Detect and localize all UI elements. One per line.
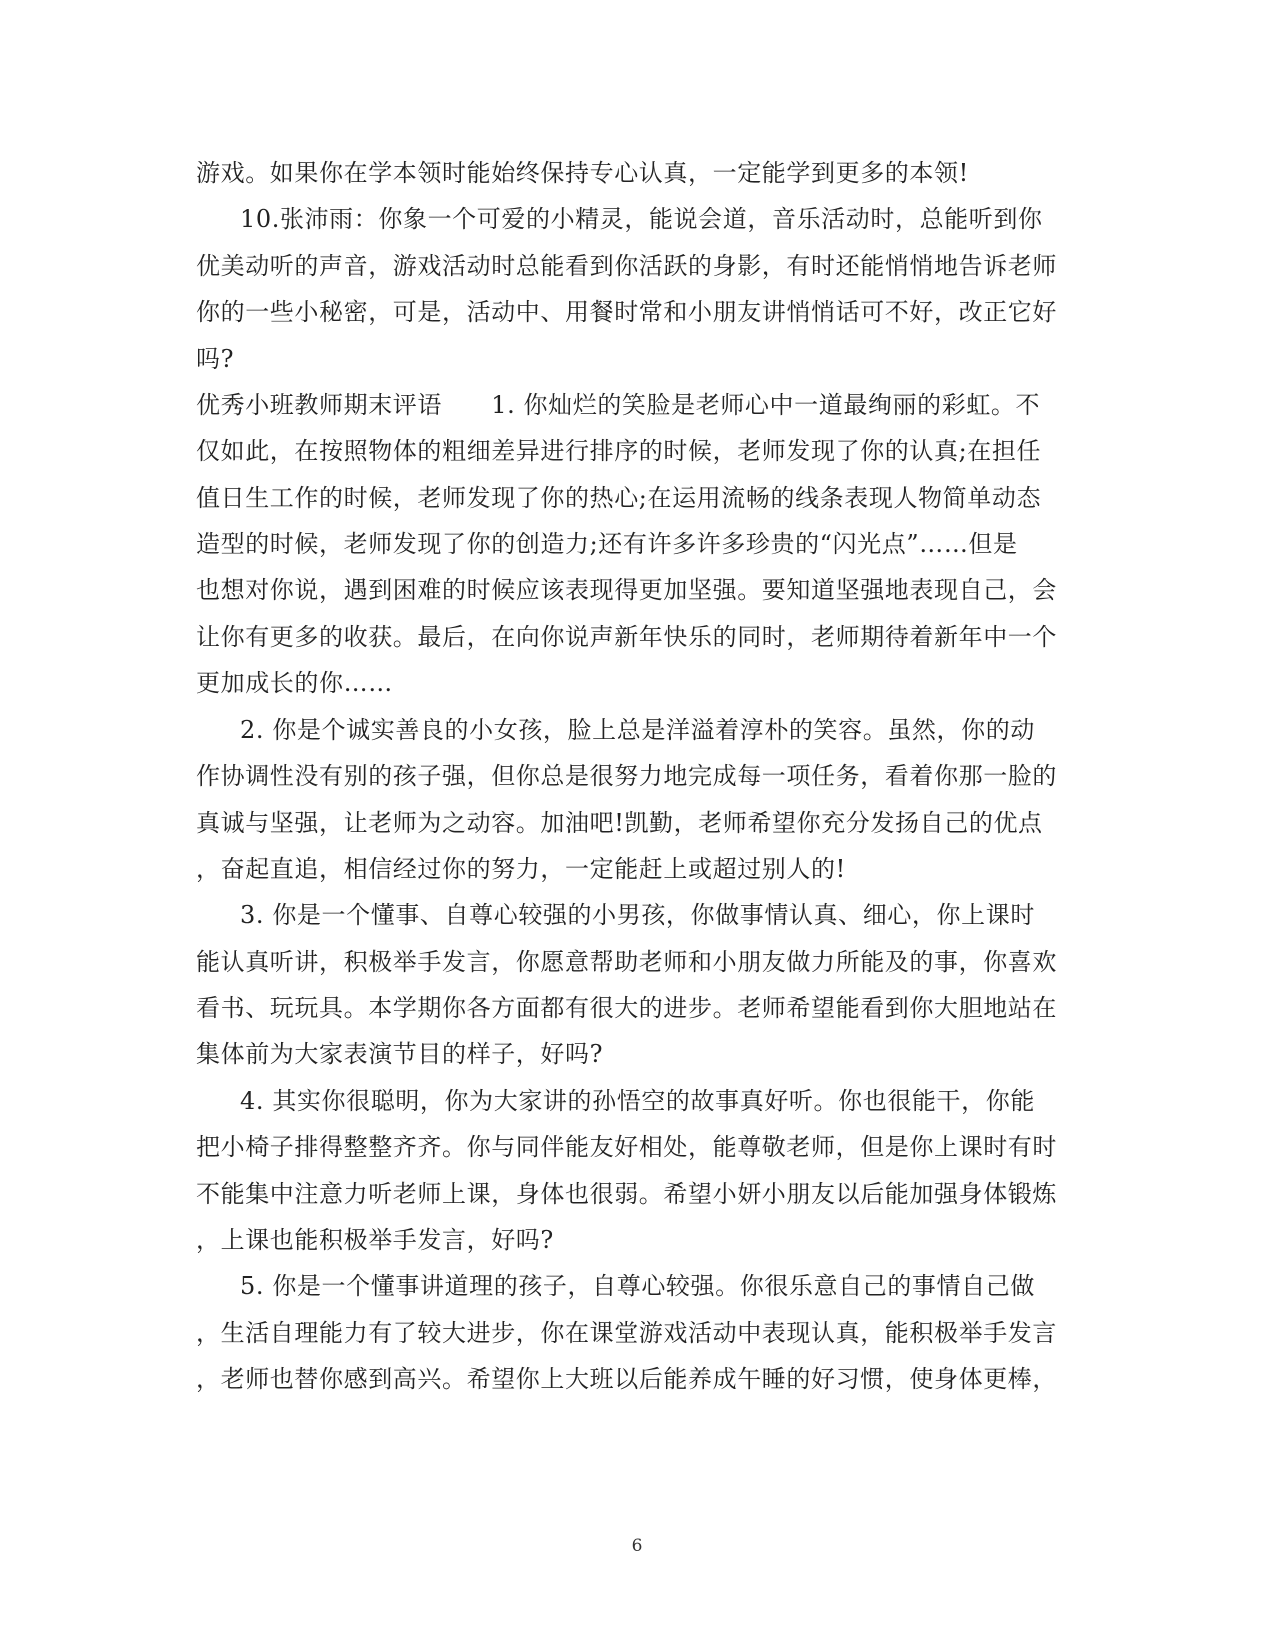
text-line: ，上课也能积极举手发言，好吗? [196,1226,554,1254]
text-line: 也想对你说，遇到困难的时候应该表现得更加坚强。要知道坚强地表现自己，会 [196,576,1057,604]
text-line: 更加成长的你…… [196,669,393,697]
text-line: 真诚与坚强，让老师为之动容。加油吧!凯勤，老师希望你充分发扬自己的优点 [196,809,1043,837]
text-line: ，老师也替你感到高兴。希望你上大班以后能养成午睡的好习惯，使身体更棒， [196,1365,1057,1393]
text-line: 3. 你是一个懂事、自尊心较强的小男孩，你做事情认真、细心，你上课时 [240,901,1035,929]
section-heading-line: 优秀小班教师期末评语 1. 你灿烂的笑脸是老师心中一道最绚丽的彩虹。不 [196,391,1041,419]
text-line: 把小椅子排得整整齐齐。你与同伴能友好相处，能尊敬老师，但是你上课时有时 [196,1133,1057,1161]
text-line: 看书、玩玩具。本学期你各方面都有很大的进步。老师希望能看到你大胆地站在 [196,994,1057,1022]
text-line: 集体前为大家表演节目的样子，好吗? [196,1040,604,1068]
text-line: 你的一些小秘密，可是，活动中、用餐时常和小朋友讲悄悄话可不好，改正它好 [196,298,1057,326]
text-line: 吗? [196,345,235,373]
text-line: 造型的时候，老师发现了你的创造力;还有许多许多珍贵的“闪光点”……但是 [196,530,1018,558]
text-line: 2. 你是个诚实善良的小女孩，脸上总是洋溢着淳朴的笑容。虽然，你的动 [240,716,1035,744]
text-line: 能认真听讲，积极举手发言，你愿意帮助老师和小朋友做力所能及的事，你喜欢 [196,948,1057,976]
text-line: 作协调性没有别的孩子强，但你总是很努力地完成每一项任务，看着你那一脸的 [196,762,1057,790]
text-line: ，生活自理能力有了较大进步，你在课堂游戏活动中表现认真，能积极举手发言 [196,1319,1057,1347]
text-line: 4. 其实你很聪明，你为大家讲的孙悟空的故事真好听。你也很能干，你能 [240,1087,1035,1115]
text-line: 让你有更多的收获。最后，在向你说声新年快乐的同时，老师期待着新年中一个 [196,623,1057,651]
text-line: 游戏。如果你在学本领时能始终保持专心认真，一定能学到更多的本领! [196,159,969,187]
text-line: 5. 你是一个懂事讲道理的孩子，自尊心较强。你很乐意自己的事情自己做 [240,1272,1035,1300]
text-line: 仅如此，在按照物体的粗细差异进行排序的时候，老师发现了你的认真;在担任 [196,437,1042,465]
text-line: 不能集中注意力听老师上课，身体也很弱。希望小妍小朋友以后能加强身体锻炼 [196,1180,1057,1208]
text-line: 值日生工作的时候，老师发现了你的热心;在运用流畅的线条表现人物简单动态 [196,484,1042,512]
page-number: 6 [631,1536,643,1556]
text-line: ，奋起直追，相信经过你的努力，一定能赶上或超过别人的! [196,855,846,883]
text-line: 10.张沛雨：你象一个可爱的小精灵，能说会道，音乐活动时，总能听到你 [240,205,1043,233]
text-line: 优美动听的声音，游戏活动时总能看到你活跃的身影，有时还能悄悄地告诉老师 [196,252,1057,280]
